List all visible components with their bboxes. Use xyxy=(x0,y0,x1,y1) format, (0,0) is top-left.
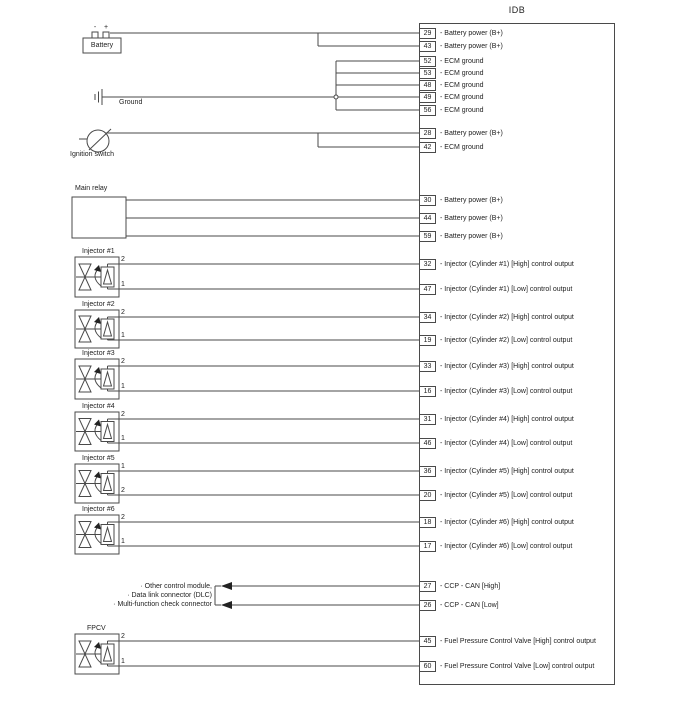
pin-number-box: 27 xyxy=(419,581,436,592)
pin-number-box: 60 xyxy=(419,661,436,672)
pin-number-box: 33 xyxy=(419,361,436,372)
pin-label: - Fuel Pressure Control Valve [Low] control output xyxy=(440,662,595,670)
pin-label: - Injector (Cylinder #1) [Low] control output xyxy=(440,285,573,293)
injector-1-symbol-terminal-bottom: 1 xyxy=(121,281,125,288)
battery-minus-terminal-label: - xyxy=(93,24,97,31)
pin-label: - ECM ground xyxy=(440,69,484,77)
pin-label: - ECM ground xyxy=(440,106,484,114)
pin-number-box: 28 xyxy=(419,128,436,139)
injector-3-symbol-terminal-top: 2 xyxy=(121,358,125,365)
pin-number-box: 29 xyxy=(419,28,436,39)
pin-label: - CCP - CAN [High] xyxy=(440,582,501,590)
injector-5-symbol-terminal-top: 1 xyxy=(121,463,125,470)
pin-number-box: 42 xyxy=(419,142,436,153)
pin-label: - Injector (Cylinder #4) [Low] control output xyxy=(440,439,573,447)
pin-number-box: 44 xyxy=(419,213,436,224)
pin-label: - Injector (Cylinder #4) [High] control output xyxy=(440,415,574,423)
can-note-line: · Multi-function check connector xyxy=(113,601,212,608)
pin-label: - Fuel Pressure Control Valve [High] control output xyxy=(440,637,596,645)
injector-2-symbol-terminal-top: 2 xyxy=(121,309,125,316)
pin-number-box: 30 xyxy=(419,195,436,206)
pin-number-box: 31 xyxy=(419,414,436,425)
pin-number-box: 32 xyxy=(419,259,436,270)
fpcv-symbol-terminal-top: 2 xyxy=(121,633,125,640)
pin-number-box: 47 xyxy=(419,284,436,295)
pin-label: - Injector (Cylinder #2) [Low] control output xyxy=(440,336,573,344)
ignition-switch-label: Ignition switch xyxy=(70,151,114,158)
injector-5-symbol-terminal-bottom: 2 xyxy=(121,487,125,494)
main-relay-label: Main relay xyxy=(75,185,108,192)
pin-number-box: 46 xyxy=(419,438,436,449)
pin-label: - ECM ground xyxy=(440,57,484,65)
pin-label: - ECM ground xyxy=(440,81,484,89)
pin-label: - CCP - CAN [Low] xyxy=(440,601,499,609)
injector-4-symbol-terminal-top: 2 xyxy=(121,411,125,418)
battery-label: Battery xyxy=(90,42,114,49)
injector-3-symbol-terminal-bottom: 1 xyxy=(121,383,125,390)
fpcv-symbol-label: FPCV xyxy=(87,625,106,632)
pin-label: - Battery power (B+) xyxy=(440,196,503,204)
injector-1-symbol-terminal-top: 2 xyxy=(121,256,125,263)
pin-number-box: 36 xyxy=(419,466,436,477)
injector-4-symbol-label: Injector #4 xyxy=(82,403,115,410)
battery-plus-terminal-label: + xyxy=(103,24,109,31)
pin-number-box: 59 xyxy=(419,231,436,242)
injector-1-symbol-label: Injector #1 xyxy=(82,248,115,255)
injector-6-symbol-terminal-top: 2 xyxy=(121,514,125,521)
pin-number-box: 19 xyxy=(419,335,436,346)
injector-6-symbol-terminal-bottom: 1 xyxy=(121,538,125,545)
pin-number-box: 45 xyxy=(419,636,436,647)
pin-number-box: 20 xyxy=(419,490,436,501)
pin-label: - Injector (Cylinder #1) [High] control output xyxy=(440,260,574,268)
injector-5-symbol-label: Injector #5 xyxy=(82,455,115,462)
pin-label: - Injector (Cylinder #3) [High] control output xyxy=(440,362,574,370)
injector-3-symbol-label: Injector #3 xyxy=(82,350,115,357)
pin-label: - Battery power (B+) xyxy=(440,42,503,50)
injector-4-symbol-terminal-bottom: 1 xyxy=(121,435,125,442)
pin-number-box: 17 xyxy=(419,541,436,552)
pin-label: - ECM ground xyxy=(440,93,484,101)
fpcv-symbol-terminal-bottom: 1 xyxy=(121,658,125,665)
pin-number-box: 26 xyxy=(419,600,436,611)
pin-number-box: 16 xyxy=(419,386,436,397)
pin-number-box: 43 xyxy=(419,41,436,52)
ground-label: Ground xyxy=(119,99,143,106)
injector-2-symbol-label: Injector #2 xyxy=(82,301,115,308)
pin-number-box: 56 xyxy=(419,105,436,116)
pin-label: - Injector (Cylinder #6) [Low] control output xyxy=(440,542,573,550)
pin-label: - Injector (Cylinder #3) [Low] control output xyxy=(440,387,573,395)
pin-label: - Battery power (B+) xyxy=(440,214,503,222)
connector-title: IDB xyxy=(508,5,526,15)
pin-number-box: 48 xyxy=(419,80,436,91)
injector-2-symbol-terminal-bottom: 1 xyxy=(121,332,125,339)
pin-label: - ECM ground xyxy=(440,143,484,151)
pin-label: - Injector (Cylinder #5) [Low] control output xyxy=(440,491,573,499)
pin-label: - Injector (Cylinder #6) [High] control output xyxy=(440,518,574,526)
pin-number-box: 34 xyxy=(419,312,436,323)
pin-label: - Injector (Cylinder #2) [High] control output xyxy=(440,313,574,321)
pin-number-box: 52 xyxy=(419,56,436,67)
pin-number-box: 49 xyxy=(419,92,436,103)
pin-label: - Battery power (B+) xyxy=(440,129,503,137)
can-note-line: · Other control module, xyxy=(140,583,212,590)
pin-label: - Battery power (B+) xyxy=(440,29,503,37)
can-note-line: · Data link connector (DLC) xyxy=(127,592,212,599)
pin-number-box: 53 xyxy=(419,68,436,79)
pin-number-box: 18 xyxy=(419,517,436,528)
pin-label: - Injector (Cylinder #5) [High] control output xyxy=(440,467,574,475)
injector-6-symbol-label: Injector #6 xyxy=(82,506,115,513)
pin-label: - Battery power (B+) xyxy=(440,232,503,240)
